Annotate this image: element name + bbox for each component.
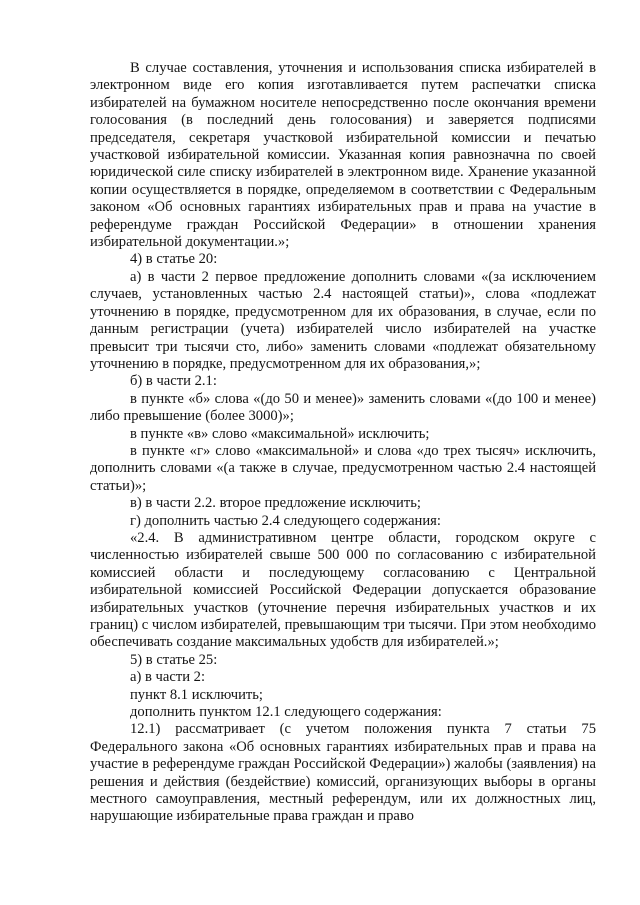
paragraph-item-4b: б) в части 2.1: xyxy=(130,373,217,390)
paragraph-item-4a: а) в части 2 первое предложение дополнить словами «(за исключением случаев, установленных частью 2.4 настоящей статьи)», слова «подлежат уточнению в порядке, предусмотренном для их образования, в случае, если по данным регистрации (учета) избирателей число избирателей на участке превысит три тысячи сто, либо» заменить словами «подлежат обязательному уточнению в порядке, предусмотренном для их образования,»; xyxy=(90,268,596,372)
paragraph-item-4: 4) в статье 20: xyxy=(130,251,218,268)
paragraph-item-5: 5) в статье 25: xyxy=(130,651,218,668)
paragraph-item-5a: а) в части 2: xyxy=(130,669,206,686)
paragraph-point-12-1: 12.1) рассматривает (с учетом положения пункта 7 статьи 75 Федерального закона «Об основных гарантиях избирательных прав и права на участие в референдуме граждан Российской Федерации») жалобы (заявления) на решения и действия (бездействие) комиссий, организующих выборы в органы местного самоуправления, местный референдум, или их должностных лиц, нарушающие избирательные права граждан и право xyxy=(90,721,596,825)
paragraph-item-4v: в) в части 2.2. второе предложение исключить; xyxy=(130,495,421,512)
paragraph-add-point-12-1: дополнить пунктом 12.1 следующего содержания: xyxy=(130,704,442,721)
paragraph-electronic-list-copy: В случае составления, уточнения и использования списка избирателей в электронном виде его копия изготавливается путем распечатки списка избирателей на бумажном носителе непосредственно после окончания времени голосования (в последний день голосования) и заверяется подписями председателя, секретаря участковой избирательной комиссии и печатью участковой избирательной комиссии. Указанная копия равнозначна по своей юридической силе списку избирателей в электронном виде. Хранение указанной копии осуществляется в порядке, определяемом в соответствии с Федеральным законом «Об основных гарантиях избирательных прав и права на участие в референдуме граждан Российской Федерации» в отношении хранения избирательной документации.»; xyxy=(90,60,596,251)
paragraph-part-2-4: «2.4. В административном центре области, городском округе с численностью избирателей свыше 500 000 по согласованию с избирательной комиссией области и последующему согласованию с Центральной избирательной комиссией Российской Федерации допускается образование избирательных участков (уточнение перечня избирательных участков и их границ) с числом избирателей, превышающим три тысячи. При этом необходимо обеспечивать создание максимальных удобств для избирателей.»; xyxy=(90,529,597,651)
paragraph-point-g: в пункте «г» слово «максимальной» и слова «до трех тысяч» исключить, дополнить словами «(а также в случае, предусмотренном частью 2.4 настоящей статьи)»; xyxy=(90,442,596,494)
paragraph-item-4g: г) дополнить частью 2.4 следующего содержания: xyxy=(130,512,441,529)
paragraph-point-v: в пункте «в» слово «максимальной» исключить; xyxy=(130,425,430,442)
paragraph-point-8-1: пункт 8.1 исключить; xyxy=(130,686,263,703)
paragraph-point-b: в пункте «б» слова «(до 50 и менее)» заменить словами «(до 100 и менее) либо превышение (более 3000)»; xyxy=(90,390,596,425)
document-body xyxy=(90,60,596,826)
